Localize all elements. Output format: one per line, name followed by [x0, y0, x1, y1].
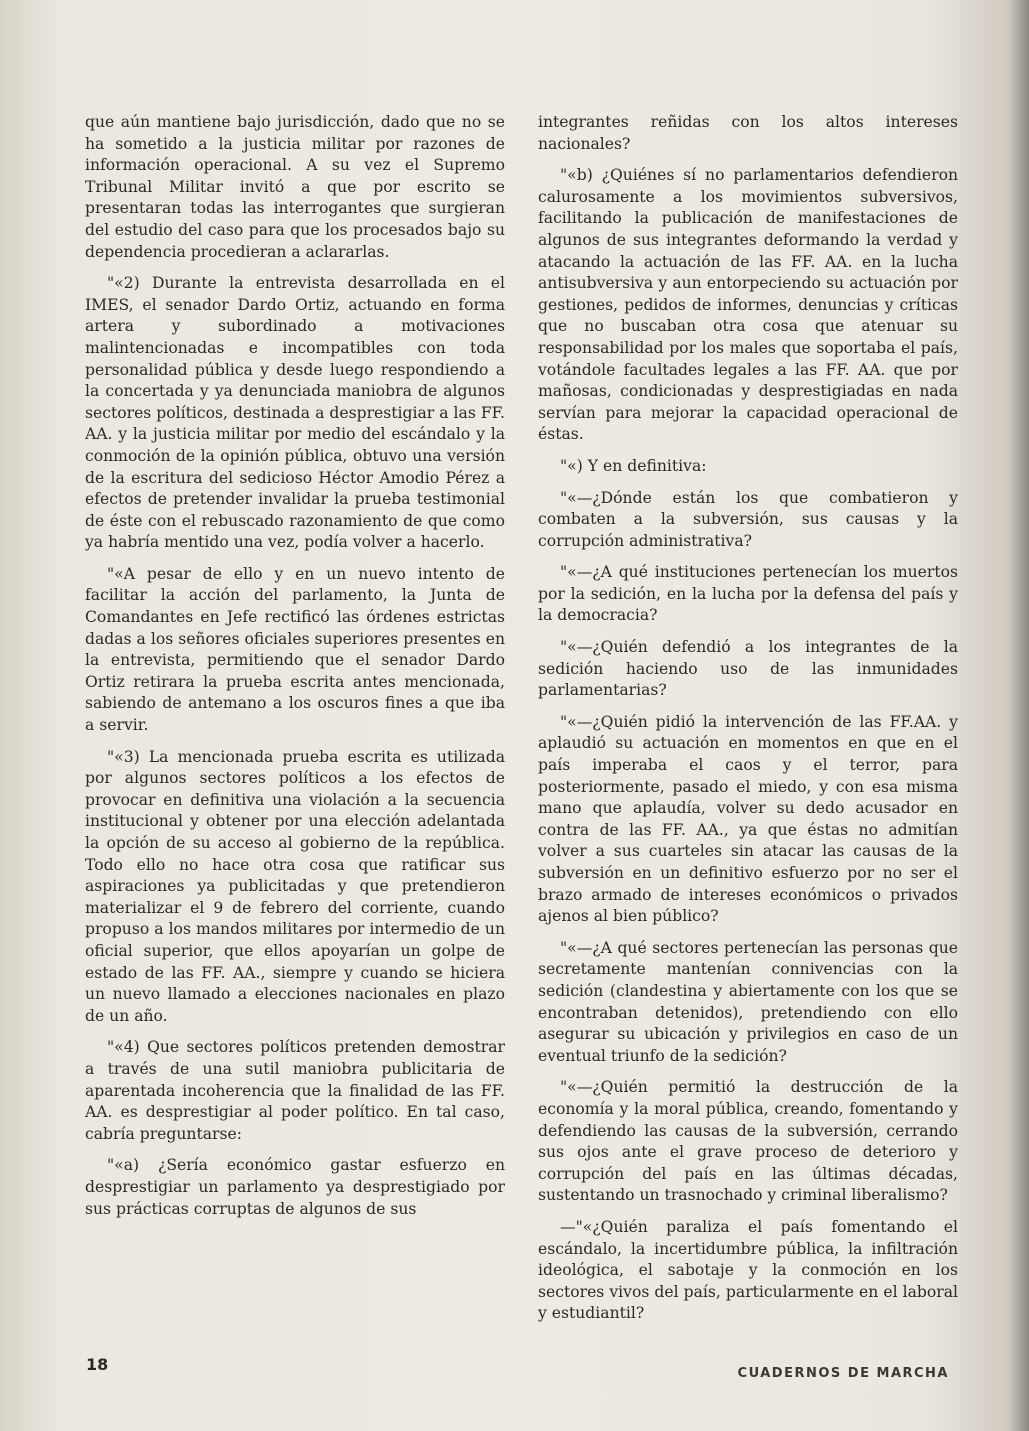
paragraph: "«A pesar de ello y en un nuevo intento de facilitar la acción del parlamento, la Junta de Comandantes en Jefe rectificó las órdenes estrictas dadas a los señores oficiales superiores presentes en la entrevista, permitiendo que el senador Dardo Ortiz retirara la prueba escrita antes mencionada, sabiendo de antemano a los oscuros fines a que iba a servir.: [85, 564, 505, 735]
page-number: 18: [86, 1355, 109, 1374]
paragraph: "«—¿Dónde están los que combatieron y combaten a la subversión, sus causas y la corrupción administrativa?: [538, 488, 958, 550]
paragraph: "«—¿Quién defendió a los integrantes de la sedición haciendo uso de las inmunidades parlamentarias?: [538, 638, 958, 700]
left-text-column: [85, 112, 505, 1342]
paragraph: "«a) ¿Sería económico gastar esfuerzo en desprestigiar un parlamento ya desprestigiado por sus prácticas corruptas de algunos de sus: [85, 1156, 505, 1218]
paragraph: "«3) La mencionada prueba escrita es utilizada por algunos sectores políticos a los efectos de provocar en definitiva una violación a la secuencia institucional y obtener por una elección adelantada la opción de su acceso al gobierno de la república. Todo ello no hace otra cosa que ratificar sus aspiraciones ya publicitadas y que pretendieron materializar el 9 de febrero del corriente, cuando propuso a los mandos militares por intermedio de un oficial superior, que ellos apoyarían un golpe de estado de las FF. AA., siempre y cuando se hiciera un nuevo llamado a elecciones nacionales en plazo de un año.: [85, 747, 505, 1025]
paragraph: "«—¿A qué instituciones pertenecían los muertos por la sedición, en la lucha por la defensa del país y la democracia?: [538, 563, 958, 625]
magazine-name: CUADERNOS DE MARCHA: [737, 1366, 949, 1381]
paragraph: "«b) ¿Quiénes sí no parlamentarios defendieron calurosamente a los movimientos subversivos, facilitando la publicación de manifestaciones de algunos de sus integrantes deformando la verdad y atacando la actuación de las FF. AA. en la lucha antisubversiva y aun entorpeciendo su actuación por gestiones, pedidos de informes, denuncias y críticas que no buscaban otra cosa que atenuar su responsabilidad por los males que soportaba el país, votándole facultades legales a las FF. AA. que por mañosas, condicionadas y desprestigiadas en nada servían para mejorar la capacidad operacional de éstas.: [538, 166, 958, 444]
paragraph: integrantes reñidas con los altos intereses nacionales?: [538, 113, 958, 153]
paragraph: "«) Y en definitiva:: [560, 456, 707, 475]
paragraph: "«2) Durante la entrevista desarrollada en el IMES, el senador Dardo Ortiz, actuando en forma artera y subordinado a motivaciones malintencionadas e incompatibles con toda personalidad pública y desde luego respondiendo a la concertada y ya denunciada maniobra de algunos sectores políticos, destinada a desprestigiar a las FF. AA. y la justicia militar por medio del escándalo y la conmoción de la opinión pública, obtuvo una versión de la escritura del sedicioso Héctor Amodio Pérez a efectos de pretender invalidar la prueba testimonial de éste con el rebuscado razonamiento de que como ya habría mentido una vez, podía volver a hacerlo.: [85, 274, 505, 552]
paragraph: que aún mantiene bajo jurisdicción, dado que no se ha sometido a la justicia militar por razones de información operacional. A su vez el Supremo Tribunal Militar invitó a que por escrito se presentaran todas las interrogantes que surgieran del estudio del caso para que los procesados bajo su dependencia procedieran a aclararlas.: [85, 113, 505, 261]
paragraph: —"«¿Quién paraliza el país fomentando el escándalo, la incertidumbre pública, la infiltración ideológica, el sabotaje y la conmoción en los sectores vivos del país, particularmente en el laboral y estudiantil?: [538, 1217, 958, 1323]
paragraph: "«—¿Quién permitió la destrucción de la economía y la moral pública, creando, fomentando y defendiendo las causas de la subversión, cerrando sus ojos ante el grave proceso de deterioro y corrupción del país en las últimas décadas, sustentando un trasnochado y criminal liberalismo?: [538, 1078, 958, 1205]
paragraph: "«4) Que sectores políticos pretenden demostrar a través de una sutil maniobra publicitaria de aparentada incoherencia que la finalidad de las FF. AA. es desprestigiar al poder político. En tal caso, cabría preguntarse:: [85, 1038, 505, 1143]
right-text-column: [538, 112, 958, 1342]
paragraph: "«—¿Quién pidió la intervención de las FF.AA. y aplaudió su actuación en momentos en que en el país imperaba el caos y el terror, para posteriormente, pasado el miedo, y con esa misma mano que aplaudía, volver su dedo acusador en contra de las FF. AA., ya que éstas no admitían volver a sus cuarteles sin atacar las causas de la subversión en un definitivo esfuerzo por no ser el brazo armado de intereses económicos o privados ajenos al bien público?: [538, 712, 958, 926]
paragraph: "«—¿A qué sectores pertenecían las personas que secretamente mantenían connivencias con la sedición (clandestina y abiertamente con los que se encontraban detenidos), pretendiendo con ello asegurar su ubicación y privilegios en caso de un eventual triunfo de la sedición?: [538, 938, 958, 1065]
